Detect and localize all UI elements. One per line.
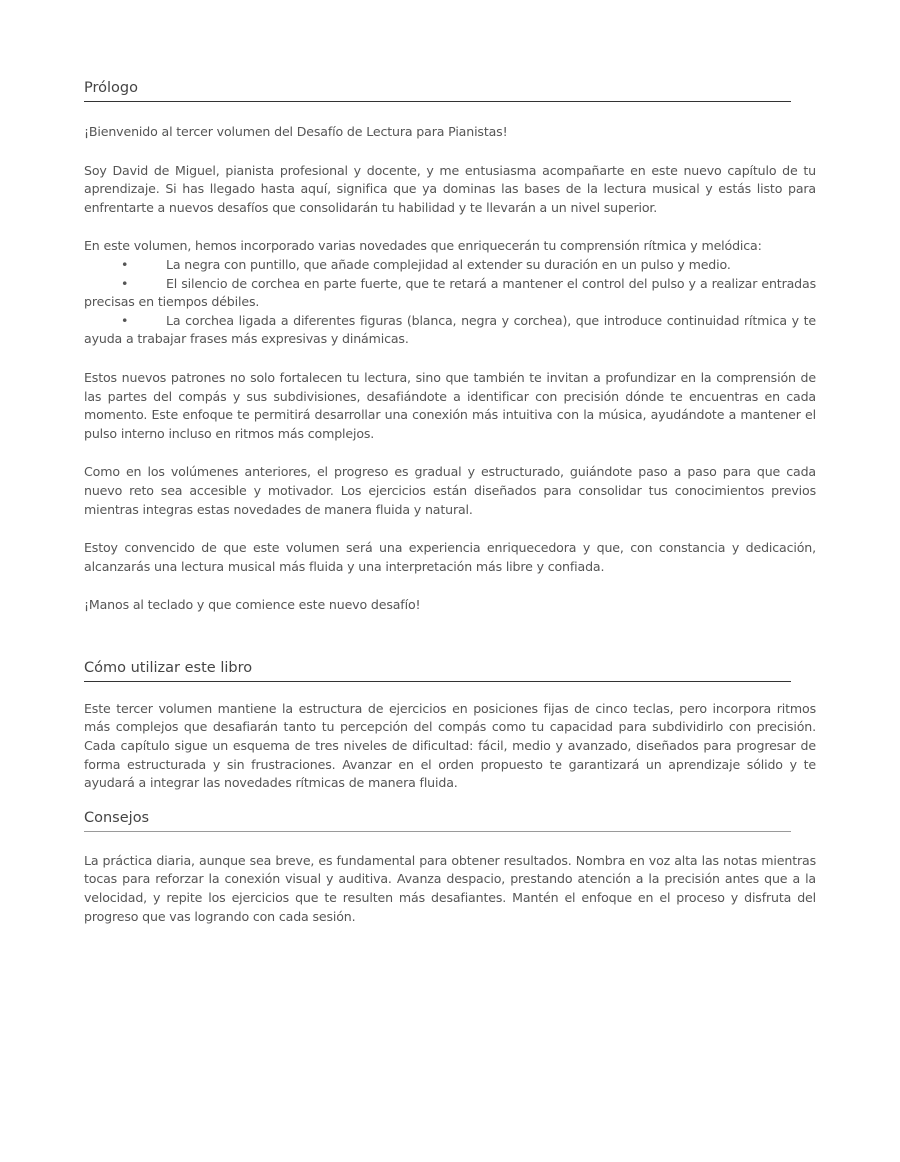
list-item-text: El silencio de corchea en parte fuerte, que te retará a mantener el control del pulso y a realizar entradas precisas en tiempos débiles. (84, 275, 816, 310)
tips-heading: Consejos (84, 810, 791, 832)
intro-paragraph: Soy David de Miguel, pianista profesional y docente, y me entusiasma acompañarte en este nuevo capítulo de tu aprendizaje. Si has llegado hasta aquí, significa que ya dominas las bases de la lectura musical y estás listo para enfrentarte a nuevos desafíos que consolidarán tu habilidad y te llevarán a un nivel superior. (84, 162, 816, 215)
bullet-icon: • (121, 275, 129, 291)
bullet-icon: • (121, 256, 129, 272)
conviction-paragraph: Estoy convencido de que este volumen será una experiencia enriquecedora y que, con constancia y dedicación, alcanzarás una lectura musical más fluida y una interpretación más libre y confiada. (84, 540, 816, 574)
welcome-paragraph: ¡Bienvenido al tercer volumen del Desafío de Lectura para Pianistas! (84, 124, 508, 139)
patterns-paragraph: Estos nuevos patrones no solo fortalecen tu lectura, sino que también te invitan a profundizar en la comprensión de las partes del compás y sus subdivisiones, desafiándote a identificar con precisión dónde te encuentras en cada momento. Este enfoque te permitirá desarrollar una conexión más intuitiva con la música, ayudándote a mantener el pulso interno incluso en ritmos más complejos. (84, 369, 816, 441)
tips-paragraph: La práctica diaria, aunque sea breve, es fundamental para obtener resultados. Nombra en voz alta las notas mientras tocas para reforzar la conexión visual y auditiva. Avanza despacio, prestando atención a la precisión antes que a la velocidad, y repite los ejercicios que te resulten más desafiantes. Mantén el enfoque en el proceso y disfruta del progreso que vas logrando con cada sesión. (84, 852, 816, 924)
list-item (84, 275, 816, 312)
list-item-text: La negra con puntillo, que añade complejidad al extender su duración en un pulso y medio. (166, 256, 731, 272)
list-item (84, 312, 816, 349)
prologue-heading: Prólogo (84, 80, 791, 102)
bullet-icon: • (121, 312, 129, 328)
closing-paragraph: ¡Manos al teclado y que comience este nuevo desafío! (84, 597, 421, 613)
progress-paragraph: Como en los volúmenes anteriores, el progreso es gradual y estructurado, guiándote paso a paso para que cada nuevo reto sea accesible y motivador. Los ejercicios están diseñados para consolidar tus conocimientos previos mientras integras estas novedades de manera fluida y natural. (84, 464, 816, 517)
novelties-intro-paragraph: En este volumen, hemos incorporado varias novedades que enriquecerán tu comprensión rítmica y melódica: (84, 238, 762, 254)
novelties-list (84, 256, 816, 349)
page-content (84, 80, 816, 926)
list-item (84, 256, 816, 275)
how-to-use-heading: Cómo utilizar este libro (84, 660, 791, 682)
how-to-use-paragraph: Este tercer volumen mantiene la estructura de ejercicios en posiciones fijas de cinco teclas, pero incorpora ritmos más complejos que desafiarán tanto tu percepción del compás como tu capacidad para subdividirlo con precisión. Cada capítulo sigue un esquema de tres niveles de dificultad: fácil, medio y avanzado, diseñados para progresar de forma estructurada y sin frustraciones. Avanzar en el orden propuesto te garantizará un aprendizaje sólido y te ayudará a integrar las novedades rítmicas de manera fluida. (84, 700, 816, 791)
list-item-text: La corchea ligada a diferentes figuras (blanca, negra y corchea), que introduce continuidad rítmica y te ayuda a trabajar frases más expresivas y dinámicas. (84, 312, 816, 347)
